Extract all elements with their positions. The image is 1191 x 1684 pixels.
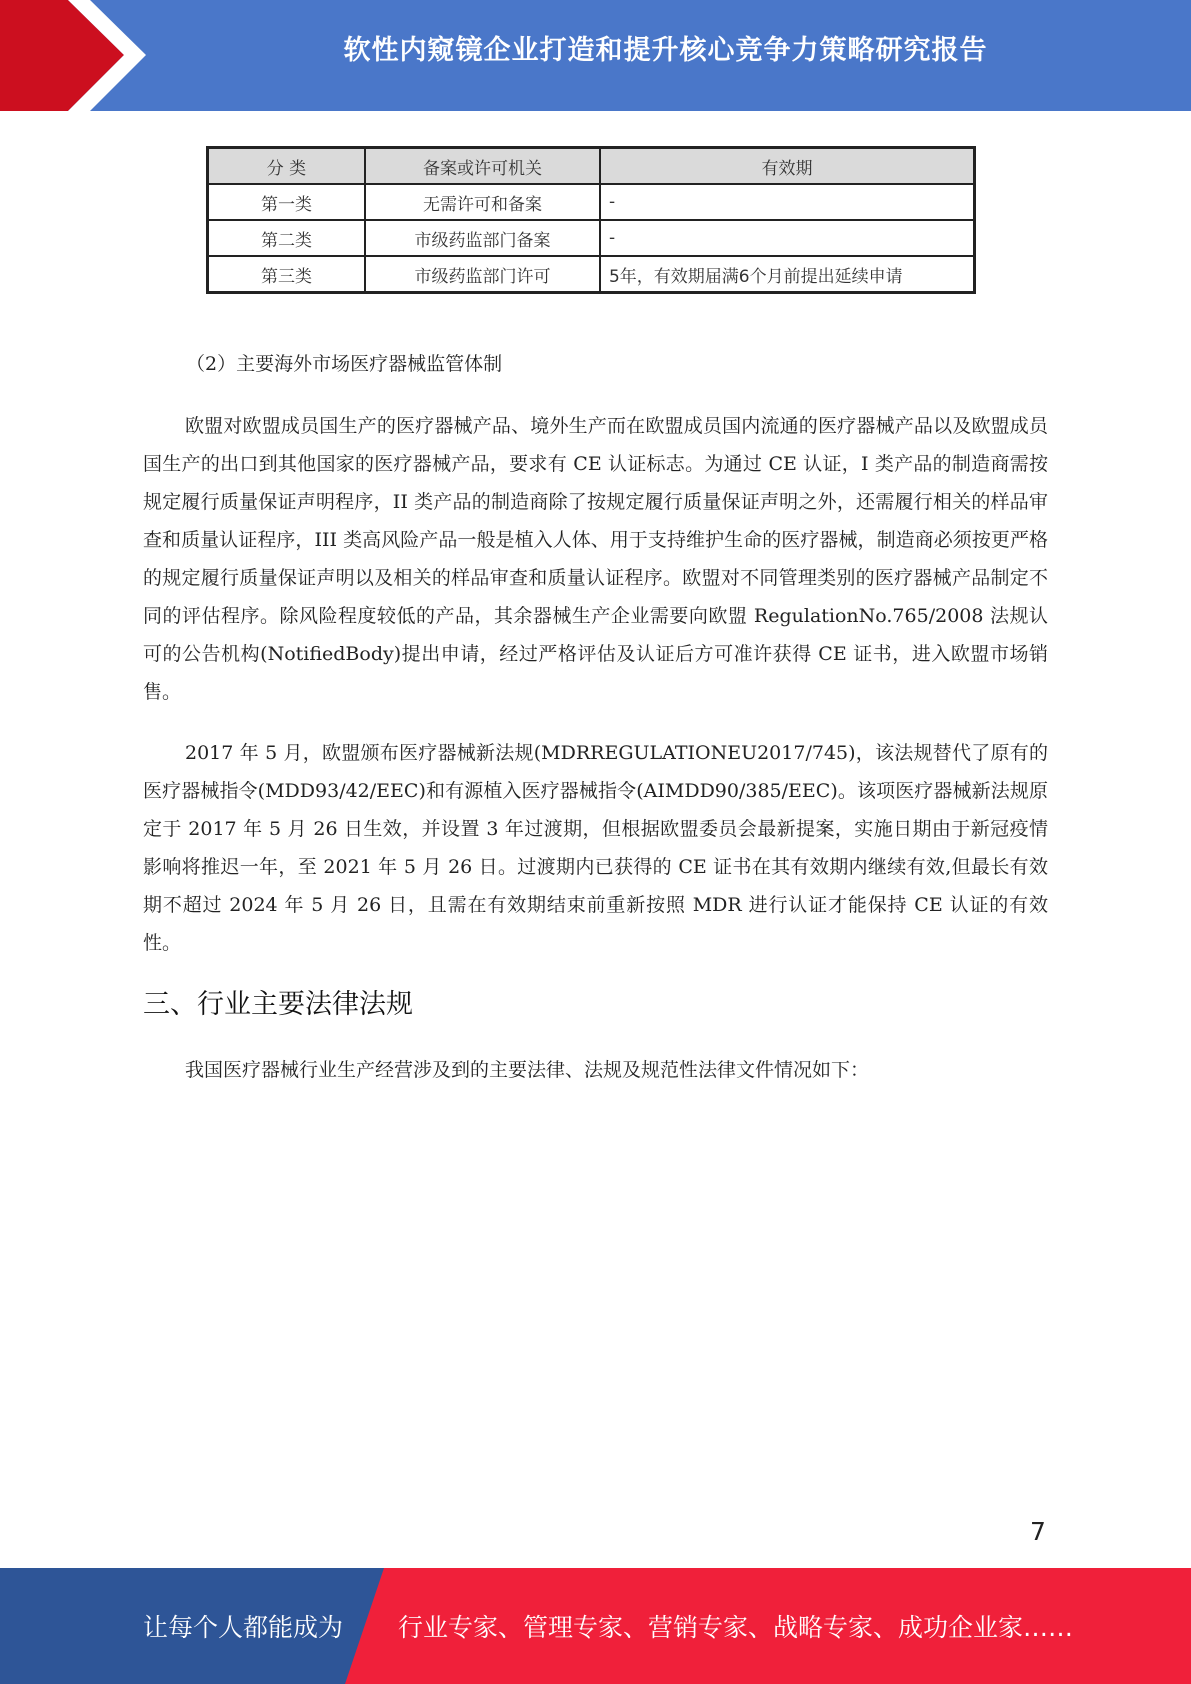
table-cell: 无需许可和备案	[365, 184, 600, 220]
page-header	[0, 0, 1191, 111]
table-row	[208, 256, 975, 293]
table-cell: -	[600, 220, 975, 256]
paragraph-intro-laws: 我国医疗器械行业生产经营涉及到的主要法律、法规及规范性法律文件情况如下：	[185, 1059, 870, 1081]
paragraph-eu-regulation: 欧盟对欧盟成员国生产的医疗器械产品、境外生产而在欧盟成员国内流通的医疗器械产品以及欧盟成员国生产的出口到其他国家的医疗器械产品，要求有 CE 认证标志。为通过 CE 认证，I 类产品的制造商需按规定履行质量保证声明程序，II 类产品的制造商除了按规定履行质量保证声明之外，还需履行相关的样品审查和质量认证程序，III 类高风险产品一般是植入人体、用于支持维护生命的医疗器械，制造商必须按更严格的规定履行质量保证声明以及相关的样品审查和质量认证程序。欧盟对不同管理类别的医疗器械产品制定不同的评估程序。除风险程度较低的产品，其余器械生产企业需要向欧盟 RegulationNo.765/2008 法规认可的公告机构(NotifiedBody)提出申请，经过严格评估及认证后方可准许获得 CE 证书，进入欧盟市场销售。	[143, 415, 1048, 703]
footer-slogan-right: 行业专家、管理专家、营销专家、战略专家、成功企业家……	[398, 1613, 1074, 1642]
table-cell: 第一类	[208, 184, 365, 220]
table-row	[208, 220, 975, 256]
table-cell: 5年，有效期届满6个月前提出延续申请	[600, 256, 975, 293]
subheading: （2）主要海外市场医疗器械监管体制	[186, 353, 503, 375]
table-cell: 市级药监部门许可	[365, 256, 600, 293]
table-cell: 第三类	[208, 256, 365, 293]
table-header-category: 分 类	[208, 148, 365, 185]
table-header-row	[208, 148, 975, 185]
page-footer	[0, 1568, 1191, 1684]
header-title: 软性内窥镜企业打造和提升核心竞争力策略研究报告	[343, 35, 988, 66]
table-cell: 市级药监部门备案	[365, 220, 600, 256]
section-title: 三、行业主要法律法规	[143, 989, 413, 1020]
table-header-authority: 备案或许可机关	[365, 148, 600, 185]
regulation-table	[206, 146, 976, 294]
footer-slogan-left: 让每个人都能成为	[143, 1613, 344, 1642]
table-cell: 第二类	[208, 220, 365, 256]
paragraph-mdr: 2017 年 5 月，欧盟颁布医疗器械新法规(MDRREGULATIONEU2017/745)，该法规替代了原有的医疗器械指令(MDD93/42/EEC)和有源植入医疗器械指令(AIMDD90/385/EEC)。该项医疗器械新法规原定于 2017 年 5 月 26 日生效，并设置 3 年过渡期，但根据欧盟委员会最新提案，实施日期由于新冠疫情影响将推迟一年，至 2021 年 5 月 26 日。过渡期内已获得的 CE 证书在其有效期内继续有效,但最长有效期不超过 2024 年 5 月 26 日，且需在有效期结束前重新按照 MDR 进行认证才能保持 CE 认证的有效性。	[143, 742, 1048, 954]
header-red-chevron	[0, 0, 150, 111]
table-row	[208, 184, 975, 220]
table-header-validity: 有效期	[600, 148, 975, 185]
table-cell: -	[600, 184, 975, 220]
page-number: 7	[1030, 1517, 1046, 1546]
